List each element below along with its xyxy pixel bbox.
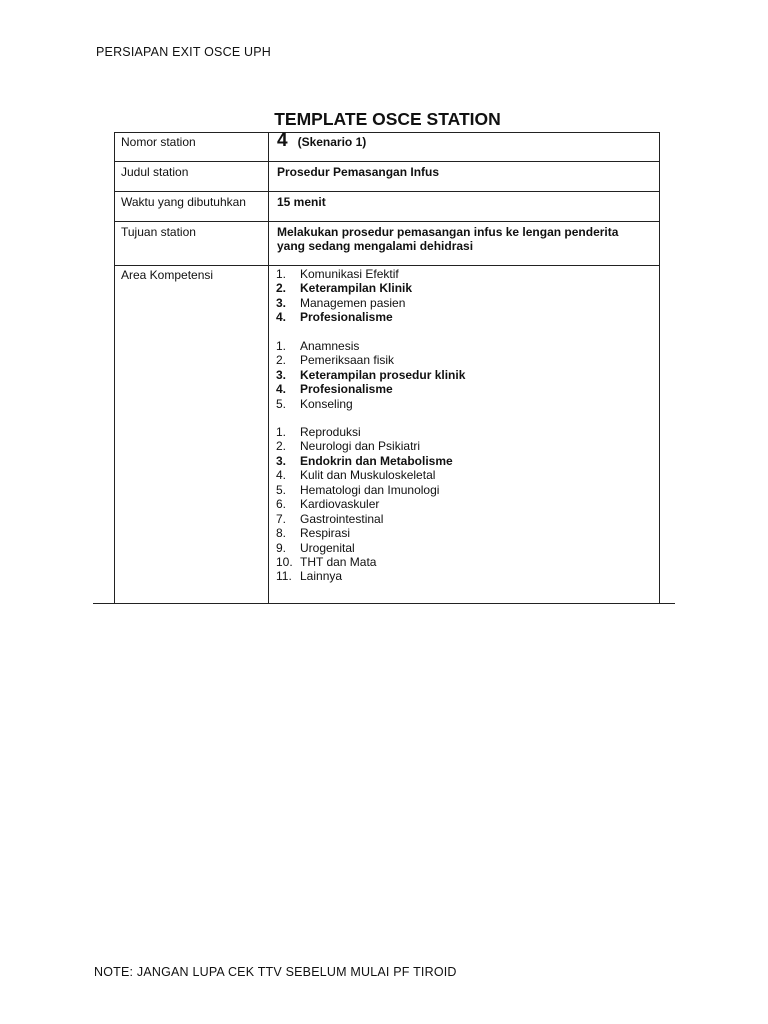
- table-row-divider: [114, 161, 660, 162]
- table-border-right: [659, 132, 660, 604]
- table-border-left: [114, 132, 115, 604]
- competency-item: 1. Anamnesis: [276, 339, 360, 353]
- competency-item: 2. Pemeriksaan fisik: [276, 353, 395, 368]
- competency-item: 11. Lainnya: [276, 569, 343, 584]
- competency-item: 5. Hematologi dan Imunologi: [276, 482, 440, 497]
- competency-item: 3. Keterampilan prosedur klinik: [276, 367, 466, 382]
- competency-item: 8. Respirasi: [276, 526, 351, 541]
- competency-item: 3. Endokrin dan Metabolisme: [276, 453, 453, 468]
- page-footer-note: NOTE: JANGAN LUPA CEK TTV SEBELUM MULAI PF TIROID: [94, 965, 457, 979]
- table-border-top: [114, 132, 660, 133]
- competency-item: 1. Reproduksi: [276, 425, 361, 439]
- competency-item: 1. Komunikasi Efektif: [276, 267, 399, 281]
- competency-item: 9. Urogenital: [276, 540, 355, 555]
- tujuan-station-value: [277, 225, 618, 253]
- competency-list-1: [276, 267, 412, 325]
- competency-item: 10. THT dan Mata: [276, 554, 377, 569]
- competency-list-2: [276, 339, 465, 411]
- competency-item: 4. Profesionalisme: [276, 310, 393, 325]
- tujuan-line-1: Melakukan prosedur pemasangan infus ke lengan penderita: [277, 225, 619, 239]
- table-border-bottom: [93, 603, 675, 604]
- competency-list-3: [276, 425, 453, 584]
- competency-item: 3. Managemen pasien: [276, 295, 406, 310]
- skenario-note: (Skenario 1): [297, 135, 367, 149]
- tujuan-station-label: Tujuan station: [121, 225, 196, 239]
- station-number: 4: [277, 130, 288, 151]
- nomor-station-label: Nomor station: [121, 135, 196, 149]
- competency-item: 5. Konseling: [276, 396, 353, 411]
- table-row-divider: [114, 221, 660, 222]
- page-header: PERSIAPAN EXIT OSCE UPH: [96, 45, 272, 59]
- competency-item: 4. Profesionalisme: [276, 382, 393, 397]
- area-kompetensi-label: Area Kompetensi: [121, 268, 214, 282]
- nomor-station-value: [277, 130, 367, 151]
- competency-item: 2. Keterampilan Klinik: [276, 281, 413, 296]
- competency-item: 6. Kardiovaskuler: [276, 497, 380, 512]
- tujuan-line-2: yang sedang mengalami dehidrasi: [277, 239, 474, 253]
- table-column-divider: [268, 132, 269, 604]
- waktu-value: 15 menit: [277, 195, 326, 209]
- competency-item: 4. Kulit dan Muskuloskeletal: [276, 468, 436, 483]
- table-row-divider: [114, 265, 660, 266]
- table-row-divider: [114, 191, 660, 192]
- judul-station-value: Prosedur Pemasangan Infus: [277, 165, 440, 179]
- competency-item: 2. Neurologi dan Psikiatri: [276, 439, 421, 454]
- judul-station-label: Judul station: [121, 165, 189, 179]
- competency-item: 7. Gastrointestinal: [276, 511, 384, 526]
- document-title: TEMPLATE OSCE STATION: [274, 109, 501, 129]
- waktu-label: Waktu yang dibutuhkan: [121, 195, 246, 209]
